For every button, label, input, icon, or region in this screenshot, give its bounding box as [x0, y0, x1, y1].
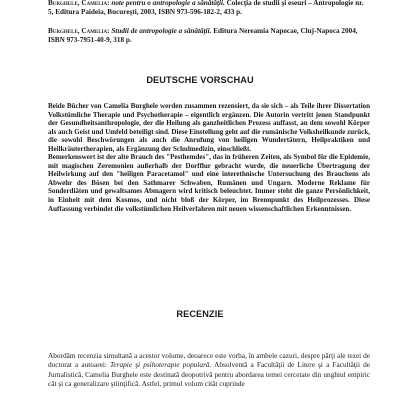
german-paragraph-2: Bemerkenswert ist der alte Brauch des "Pesthemdes", das in früheren Zeiten, als Symbol für die Epidemie, mit magischen Zeremonien außerhalb der Dorfflur gebracht wurde, die neuerliche Übertragung der Heilwirkung auf den "heiligen Paracetamol" und eine interethnische Untersuchung des Brauchens als Abwehr des Bösen bei den Sathmarer Schwaben, Rumänen und Ungarn. Moderne Reklame für Sonderdiäten und gewaltsames Abmagern wird kritisch beleuchtet. Immer steht die ganze Persönlichkeit, in Einheit mit dem Kosmos, und nicht bloß der Körper, im Brennpunkt des Heilprozesses. Diese Auffassung verbindet die volkstümlichen Heilverfahren mit neuen wissenschaftlichen Erkenntnissen. — [48, 153, 370, 213]
recenzie-heading: RECENZIE — [176, 309, 224, 319]
reference-title: Studii de antropologie a sănătăţii. — [111, 27, 212, 35]
german-summary — [48, 102, 370, 213]
german-paragraph-1: Beide Bücher von Camelia Burghele werden zusammen rezensiert, da sie sich – als Teile ihrer Dissertation Volkstümliche Therapie und Psychotherapie – eigentlich ergänzen. Die Autorin vertritt jenen Standpunkt der Gesundheitsanthropologie, der die Heilung als ganzheitlichen Prozess auffasst, an dem sowohl Körper als auch Geist und Umfeld beteiligt sind. Diese Einstellung geht auf die rumänische Volksheilkunde zurück, die sowohl Beschwörungen als auch die Anrufung von heiligen Wundertätern, Heilpraktiken und Heilkräutertherapien, als Ergänzung der Schulmedizin, einschließt. — [48, 102, 370, 153]
reference-2 — [48, 27, 370, 44]
romanian-thesis-title: Terapie şi psihoterapie populară. — [110, 360, 212, 370]
romanian-paragraph — [48, 351, 370, 388]
reference-title: note pentru o antropologie a sănătăţii. — [111, 0, 225, 7]
reference-author: Burghele, Camelia: — [48, 0, 110, 7]
romanian-text-start: Abordăm recenzia simultană a acestor volume, deoarece este vorba, în ambele cazuri, despre părţi ale tezei de doctorat a autoarei: — [48, 351, 370, 370]
reference-1 — [48, 0, 370, 16]
reference-details: Editura Nereamia Napocae, Cluj-Napoca 2004, ISBN 973-7951-40-9, 318 p. — [48, 27, 358, 44]
reference-details: Colecţia de studii şi eseuri – Antropologie nr. 5, Editura Paideia, Bucureşti, 2003, ISBN 973-596-182-2, 433 p. — [48, 0, 364, 16]
romanian-text-end: Absolventă a Facultăţii de Litere şi a Facultăţii de Jurnalistică, Camelia Burghele este destinată deopotrivă pentru abordarea temei cercetate din unghiul empiric cât şi ca generalizare ştiinţifică. Astfel, primul volum cităt cuprinde — [48, 360, 371, 388]
reference-author: Burghele, Camelia: — [48, 27, 110, 35]
german-heading: DEUTSCHE VORSCHAU — [146, 75, 254, 85]
